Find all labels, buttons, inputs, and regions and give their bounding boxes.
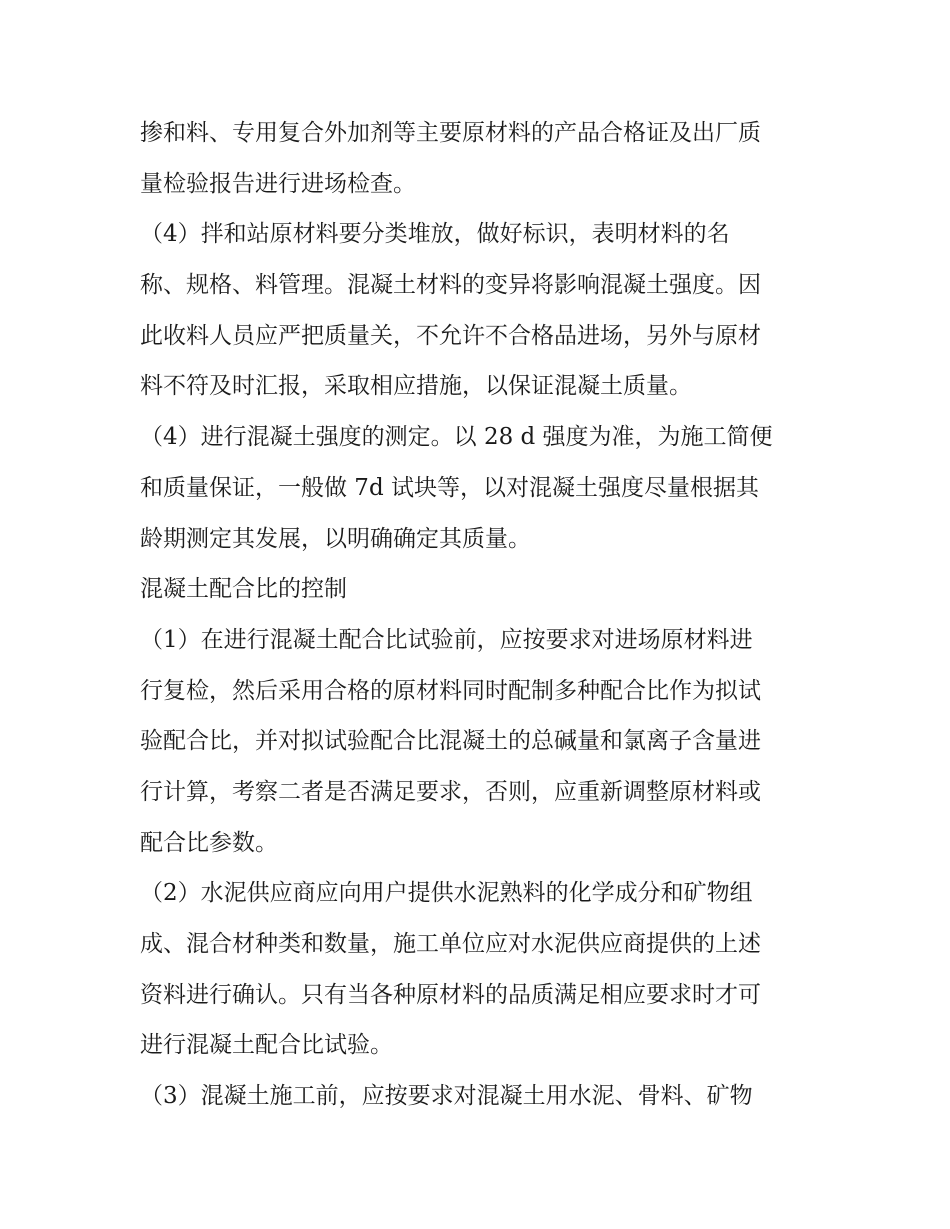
text-line: 和质量保证，一般做 7d 试块等，以对混凝土强度尽量根据其 [140, 474, 759, 501]
text-line: 行复检，然后采用合格的原材料同时配制多种配合比作为拟试 [140, 677, 761, 704]
paragraph-mix-ratio-trial [140, 615, 820, 868]
paragraph-pre-construction-check [140, 1071, 820, 1122]
text-line: 料不符及时汇报，采取相应措施，以保证混凝土质量。 [140, 373, 692, 400]
text-line: 验配合比，并对拟试验配合比混凝土的总碱量和氯离子含量进 [140, 728, 761, 755]
text-line: （4）进行混凝土强度的测定。以 28 d 强度为准，为施工简便 [140, 424, 773, 451]
paragraph-material-storage [140, 209, 820, 412]
text-line: 进行混凝土配合比试验。 [140, 1032, 393, 1059]
text-line: 龄期测定其发展，以明确确定其质量。 [140, 525, 531, 552]
section-heading-mix-ratio-control [140, 564, 820, 615]
paragraph-cement-supplier [140, 868, 820, 1071]
text-line: 成、混合材种类和数量，施工单位应对水泥供应商提供的上述 [140, 931, 761, 957]
paragraph-strength-testing [140, 412, 820, 564]
text-line: （3）混凝土施工前，应按要求对混凝土用水泥、骨料、矿物 [140, 1083, 753, 1110]
text-line: 掺和料、专用复合外加剂等主要原材料的产品合格证及出厂质 [140, 120, 761, 146]
text-line: 称、规格、料管理。混凝土材料的变异将影响混凝土强度。因 [140, 272, 761, 299]
text-line: 配合比参数。 [140, 829, 278, 856]
text-line: （1）在进行混凝土配合比试验前，应按要求对进场原材料进 [140, 626, 753, 653]
document-body [140, 108, 820, 1122]
text-line: （2）水泥供应商应向用户提供水泥熟料的化学成分和矿物组 [140, 880, 753, 907]
text-line: 此收料人员应严把质量关，不允许不合格品进场，另外与原材 [140, 322, 761, 349]
paragraph-admixture-certificates [140, 108, 820, 209]
text-line: （4）拌和站原材料要分类堆放，做好标识，表明材料的名 [140, 221, 730, 248]
section-heading: 混凝土配合比的控制 [140, 576, 347, 603]
text-line: 量检验报告进行进场检查。 [140, 170, 416, 197]
text-line: 行计算，考察二者是否满足要求，否则，应重新调整原材料或 [140, 778, 761, 805]
text-line: 资料进行确认。只有当各种原材料的品质满足相应要求时才可 [140, 981, 761, 1008]
